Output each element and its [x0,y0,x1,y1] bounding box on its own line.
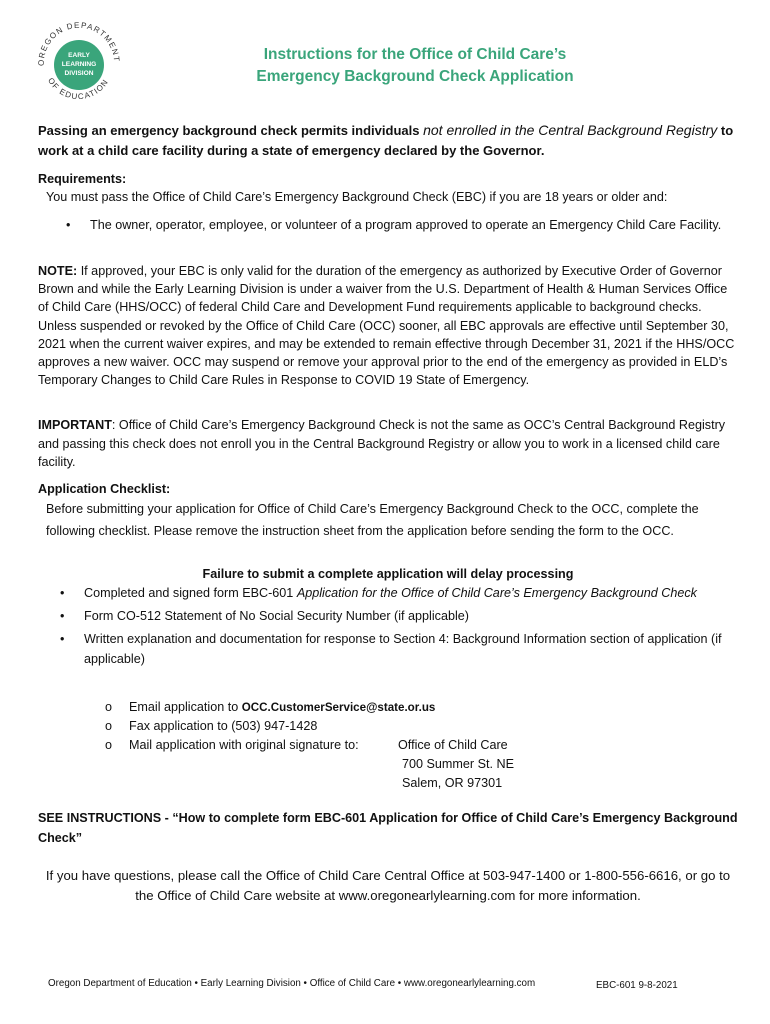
fax-option: Fax application to (503) 947-1428 [129,719,318,733]
note-label: NOTE: [38,264,78,278]
see-instructions: SEE INSTRUCTIONS - “How to complete form EBC-601 Application for Office of Child Care’s Emergency Background Check” [38,811,738,845]
bullet-icon: • [60,609,65,623]
title-line-1: Instructions for the Office of Child Care’s [263,46,567,63]
intro-italic: not enrolled in the Central Background Registry [423,122,718,138]
email-label: Email application to [129,700,239,714]
document-title [170,44,660,88]
list-item [66,216,726,234]
logo-line-1: EARLY [68,52,90,59]
checklist-list [60,583,730,672]
email-option [129,698,435,717]
sub-bullet-icon: o [105,700,113,714]
mail-option: Mail application with original signature to: [129,738,359,752]
requirements-text: You must pass the Office of Child Care’s Emergency Background Check (EBC) if you are 18 years or older and: [46,190,668,204]
form-number: EBC-601 9-8-2021 [596,980,678,991]
intro-bold-b: to work at a child care facility during a state of emergency declared by the Governor. [38,123,734,158]
bullet-icon: • [66,218,71,232]
bullet-icon: • [60,586,65,600]
logo-ring-bottom: OF EDUCATION [46,76,111,102]
intro-bold-a: Passing an emergency background check permits individuals [38,123,420,138]
list-item [105,698,705,717]
checklist-intro: Before submitting your application for Office of Child Care’s Emergency Background Check to the OCC, complete the following checklist. Please remove the instruction sheet from the application before sending the form to the OCC. [46,502,699,538]
title-line-2: Emergency Background Check Application [256,68,574,85]
list-item [60,629,730,669]
list-item [60,583,730,603]
logo-ring-top: OREGON DEPARTMENT [36,20,122,67]
contact-paragraph: If you have questions, please call the Office of Child Care Central Office at 503-947-1400 or 1-800-556-6616, or go to the Office of Child Care website at www.oregonearlylearning.com for more information. [45,868,731,903]
address-line-3: Salem, OR 97301 [402,776,503,790]
checklist-item-3: Written explanation and documentation for response to Section 4: Background Information section of application (if applicable) [84,632,722,666]
note-text: If approved, your EBC is only valid for the duration of the emergency as authorized by Executive Order of Governor Brown and while the Early Learning Division is under a waiver from the U.S. Department of Health & Human Services Office of Child Care (HHS/OCC) of federal Child Care and Development Fund requirements applicable to background checks. Unless suspended or revoked by the Office of Child Care (OCC) sooner, all EBC approvals are effective until September 30, 2021 when the current waiver expires, and may be extended to remain effective through December 31, 2021 if the HHS/OCC approves a new waiver. OCC may suspend or remove your approval prior to the end of the emergency as provided in ELD’s Temporary Changes to Child Care Rules in Response to COVID 19 State of Emergency. [38,264,735,388]
important-text: : Office of Child Care’s Emergency Background Check is not the same as OCC’s Central Background Registry and passing this check does not enroll you in the Central Background Registry or allow you to work in a licensed child care facility. [38,418,726,469]
intro-paragraph [38,120,738,161]
sub-bullet-icon: o [105,719,113,733]
list-item [60,606,730,626]
important-label: IMPORTANT [38,418,112,432]
checklist-item-1-b: Application for the Office of Child Care’s Emergency Background Check [296,586,697,600]
email-address-link[interactable]: OCC.CustomerService@state.or.us [241,701,436,714]
list-item [105,717,705,736]
checklist-item-1-a: Completed and signed form EBC-601 [84,586,294,600]
sub-bullet-icon: o [105,738,113,752]
footer: Oregon Department of Education • Early Learning Division • Office of Child Care • www.oregonearlylearning.com [48,978,536,989]
mailing-address [398,736,598,793]
requirements-list [66,216,726,234]
address-line-2: 700 Summer St. NE [402,757,514,771]
checklist-heading: Application Checklist: [38,482,171,496]
important-paragraph [38,416,738,472]
checklist-item-2: Form CO-512 Statement of No Social Security Number (if applicable) [84,609,469,623]
address-line-1: Office of Child Care [398,738,508,752]
logo-line-3: DIVISION [64,70,94,77]
bullet-icon: • [60,632,65,646]
logo-line-2: LEARNING [61,61,97,68]
note-paragraph [38,262,738,389]
requirements-heading: Requirements: [38,172,127,186]
checklist-item-1 [84,583,697,603]
ode-eld-logo [34,20,122,108]
requirements-item: The owner, operator, employee, or volunteer of a program approved to operate an Emergency Child Care Facility. [90,218,722,232]
checklist-warning: Failure to submit a complete application will delay processing [202,567,574,581]
